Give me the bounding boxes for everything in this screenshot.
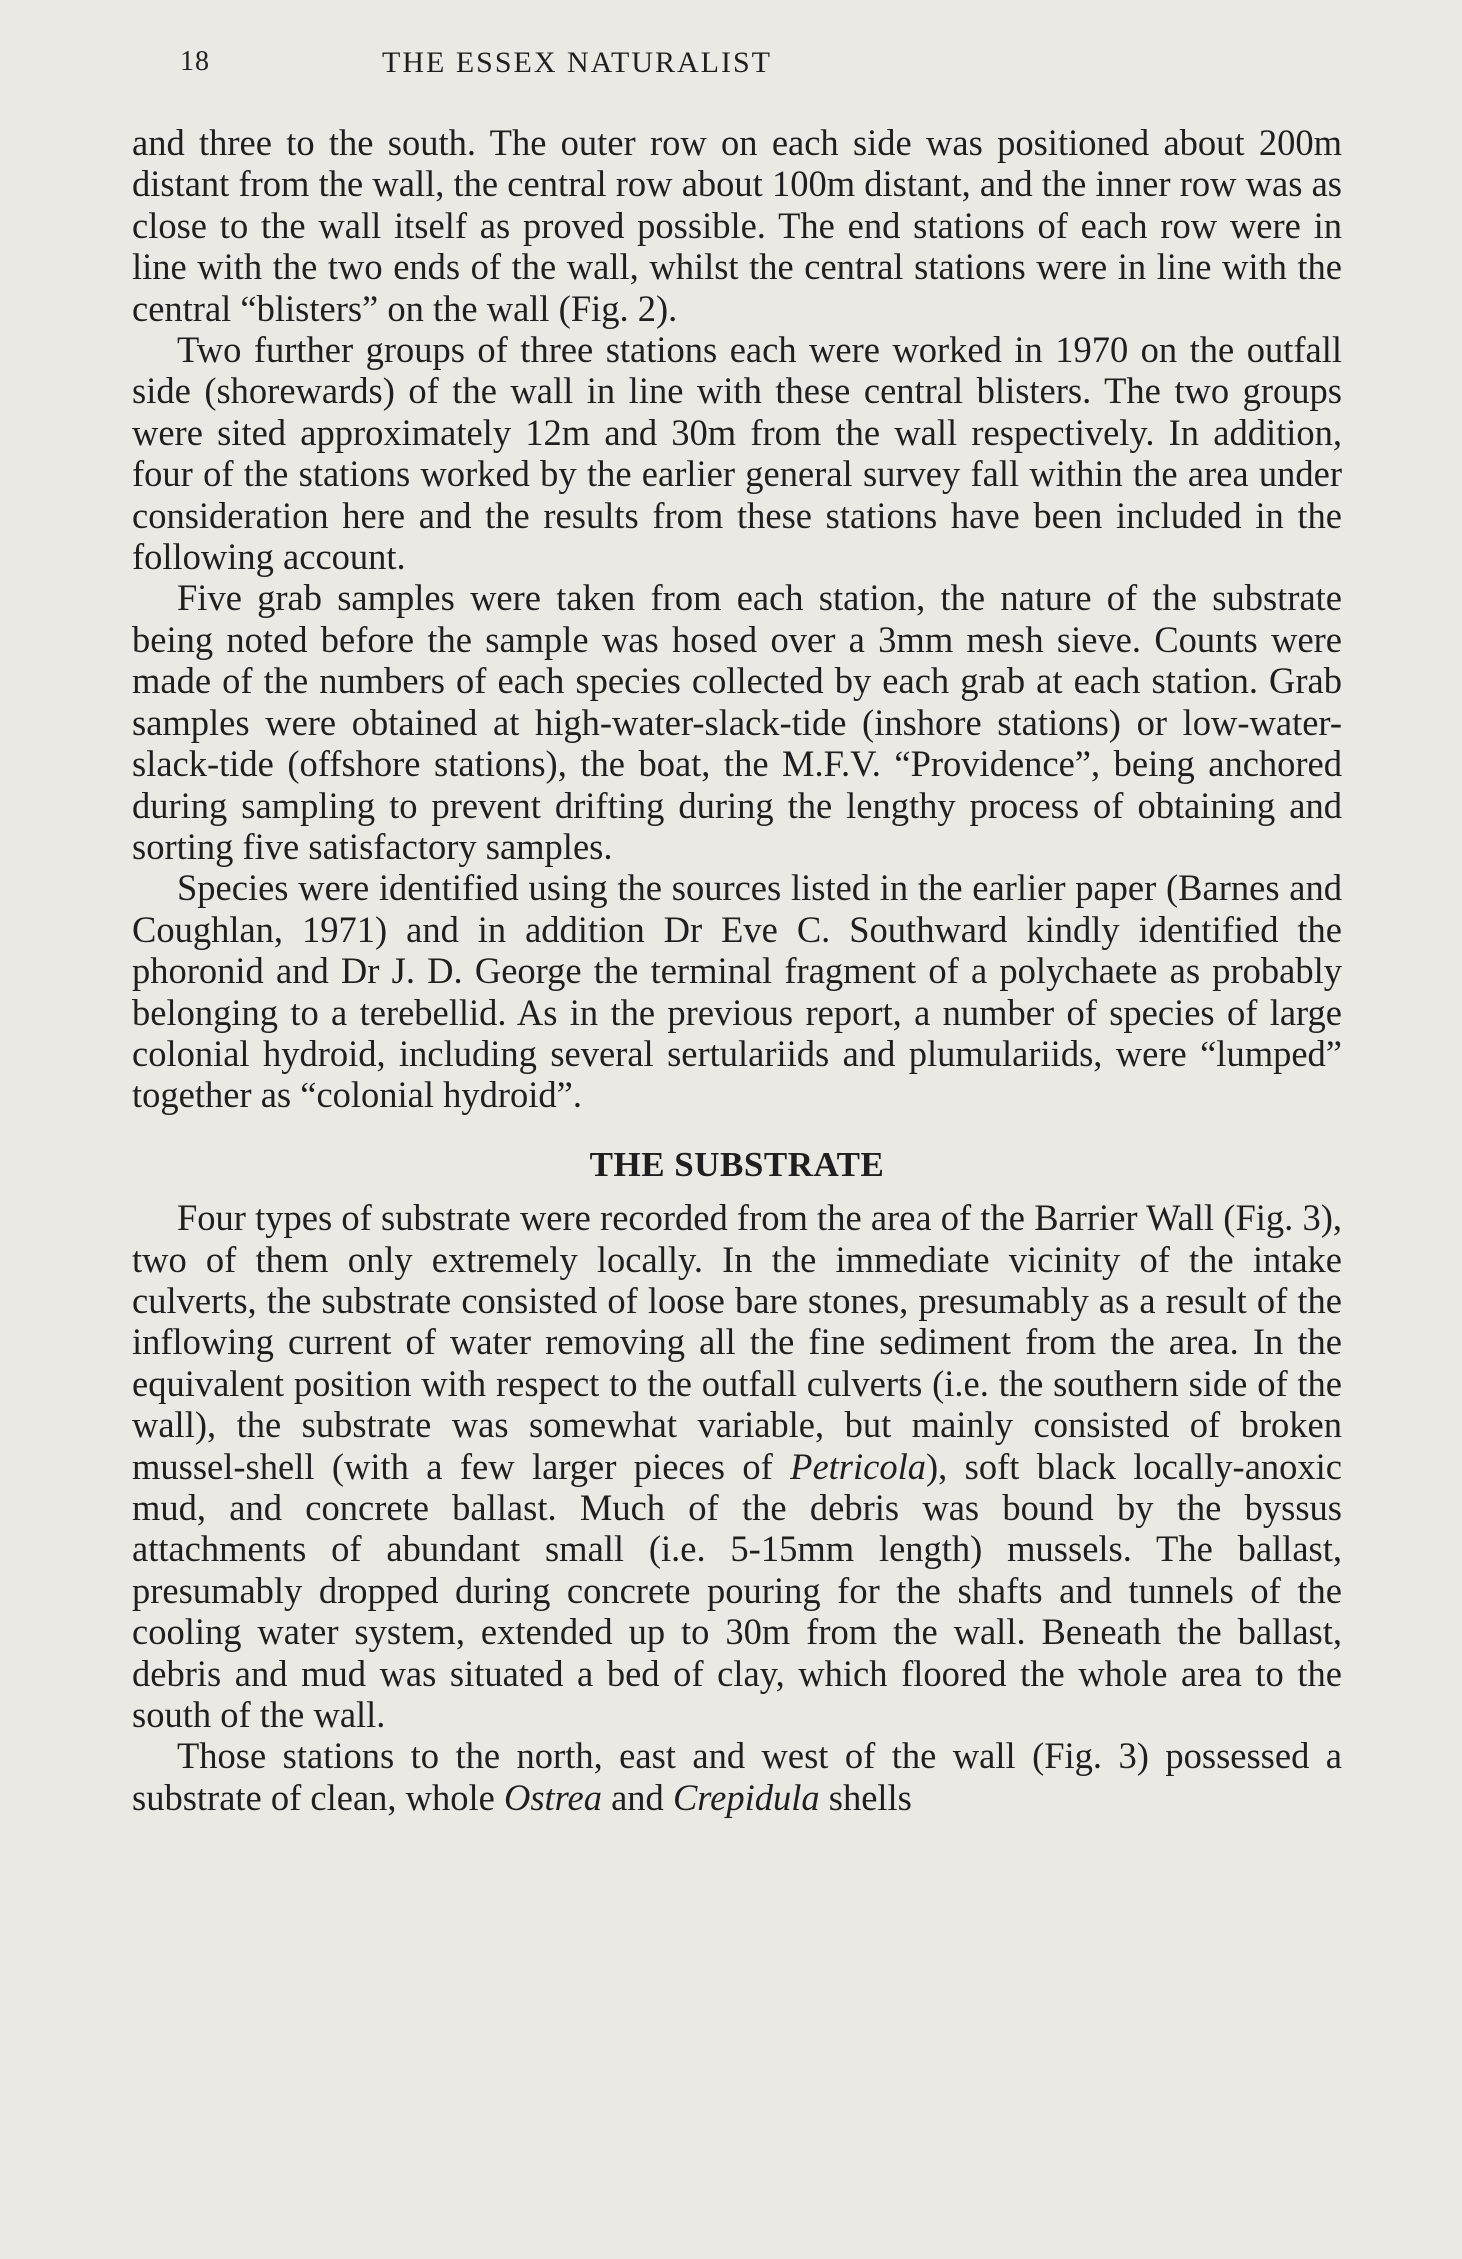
page-number: 18 (180, 46, 210, 77)
paragraph-stations-substrate: Those stations to the north, east and west of the wall (Fig. 3) possessed a substrate of clean, whole Ostrea and Crepidula shells (132, 1735, 1342, 1818)
paragraph-substrate-types: Four types of substrate were recorded from the area of the Barrier Wall (Fig. 3), two of them only extremely locally. In the immediate vicinity of the intake culverts, the substrate consisted of loose bare stones, presumably as a result of the inflowing current of water removing all the fine sediment from the area. In the equivalent position with respect to the outfall culverts (i.e. the southern side of the wall), the substrate was somewhat variable, but mainly consisted of broken mussel-shell (with a few larger pieces of Petricola), soft black locally-anoxic mud, and concrete ballast. Much of the debris was bound by the byssus attachments of abundant small (i.e. 5-15mm length) mussels. The ballast, presumably dropped during concrete pouring for the shafts and tunnels of the cooling water system, extended up to 30m from the wall. Beneath the ballast, debris and mud was situated a bed of clay, which floored the whole area to the south of the wall. (132, 1197, 1342, 1736)
paragraph-methods-continued: and three to the south. The outer row on each side was positioned about 200m distant from the wall, the central row about 100m distant, and the inner row was as close to the wall itself as proved possible. The end stations of each row were in line with the two ends of the wall, whilst the central stations were in line with the central “blisters” on the wall (Fig. 2). (132, 122, 1342, 329)
body-text (132, 122, 1342, 1818)
paragraph-species-identification: Species were identified using the sources listed in the earlier paper (Barnes and Coughlan, 1971) and in addition Dr Eve C. Southward kindly identified the phoronid and Dr J. D. George the terminal fragment of a polychaete as probably belonging to a terebellid. As in the previous report, a number of species of large colonial hydroid, including several sertulariids and plumulariids, were “lumped” together as “colonial hydroid”. (132, 867, 1342, 1116)
genus-name: Ostrea (503, 1776, 602, 1818)
running-head (130, 46, 1340, 86)
genus-name: Petricola (790, 1445, 926, 1487)
paragraph-further-groups: Two further groups of three stations each were worked in 1970 on the outfall side (shorewards) of the wall in line with these central blisters. The two groups were sited approximately 12m and 30m from the wall respectively. In addition, four of the stations worked by the earlier general survey fall within the area under consideration here and the results from these stations have been included in the following account. (132, 329, 1342, 578)
paragraph-grab-samples: Five grab samples were taken from each station, the nature of the substrate being noted before the sample was hosed over a 3mm mesh sieve. Counts were made of the numbers of each species collected by each grab at each station. Grab samples were obtained at high-water-slack-tide (inshore stations) or low-water-slack-tide (offshore stations), the boat, the M.F.V. “Providence”, being anchored during sampling to prevent drifting during the lengthy process of obtaining and sorting five satisfactory samples. (132, 577, 1342, 867)
genus-name: Crepidula (672, 1776, 820, 1818)
journal-title: THE ESSEX NATURALIST (382, 46, 772, 79)
section-heading: THE SUBSTRATE (589, 1144, 885, 1184)
